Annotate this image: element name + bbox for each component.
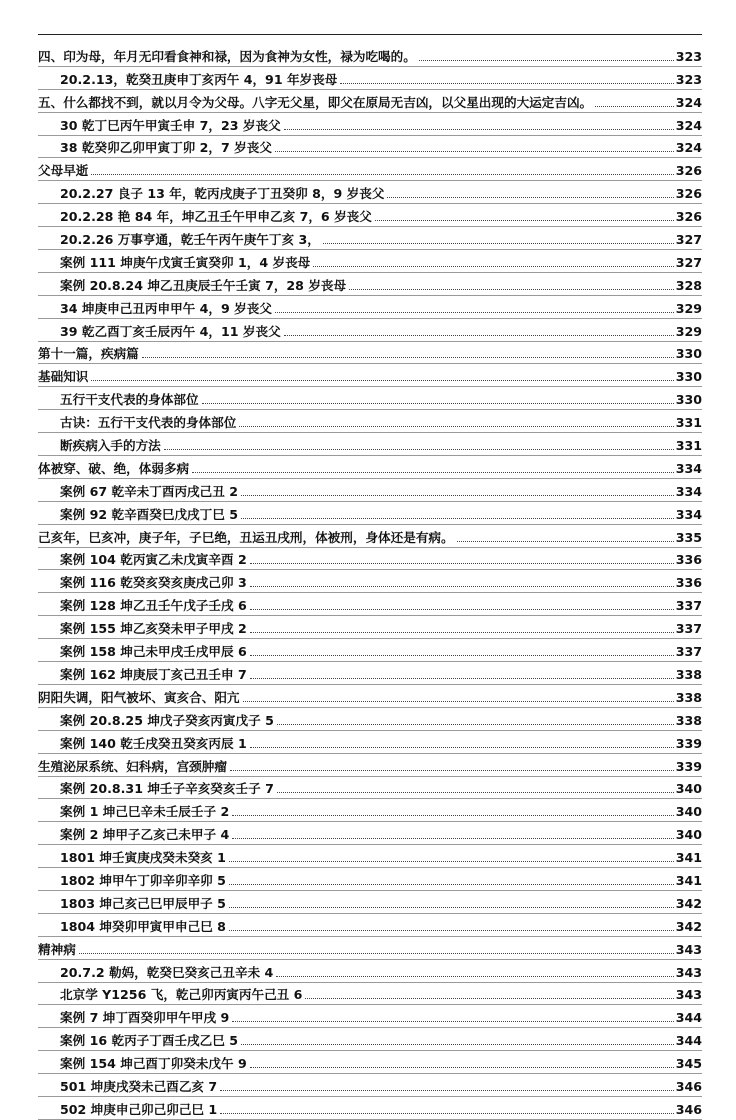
toc-page-number: 342 [675, 918, 702, 934]
toc-dot-leader [91, 380, 673, 381]
toc-page-number: 327 [675, 232, 702, 248]
toc-page-number: 339 [675, 758, 702, 774]
toc-entry-title: 断疾病入手的方法 [60, 439, 161, 454]
toc-entry-title: 案例 92 乾辛酉癸巳戊戌丁巳 5 [60, 507, 238, 522]
toc-dot-leader [229, 861, 674, 862]
toc-dot-leader [275, 151, 674, 152]
toc-subentry[interactable] [38, 960, 702, 983]
toc-dot-leader [241, 1044, 674, 1045]
toc-subentry[interactable] [38, 1028, 702, 1051]
toc-entry-title: 己亥年，巳亥冲，庚子年，子巳绝，丑运丑戌刑，体被刑，身体还是有病。 [38, 530, 454, 545]
toc-dot-leader [284, 129, 674, 130]
toc-subentry[interactable] [38, 639, 702, 662]
toc-dot-leader [419, 60, 674, 61]
toc-dot-leader [595, 106, 674, 107]
toc-dot-leader [232, 1021, 673, 1022]
toc-entry-title: 五行干支代表的身体部位 [60, 393, 199, 408]
toc-entry-title: 30 乾丁巳丙午甲寅壬申 7，23 岁丧父 [60, 118, 281, 133]
toc-dot-leader [305, 998, 673, 999]
toc-entry-title: 1801 坤壬寅庚戌癸未癸亥 1 [60, 851, 226, 866]
toc-dot-leader [202, 403, 674, 404]
toc-page-number: 341 [675, 872, 702, 888]
toc-page-number: 335 [675, 529, 702, 545]
toc-dot-leader [277, 792, 674, 793]
toc-page-number: 340 [675, 781, 702, 797]
toc-entry-title: 案例 20.8.31 坤壬子辛亥癸亥壬子 7 [60, 782, 274, 797]
toc-page-number: 323 [675, 48, 702, 64]
toc-page-number: 343 [675, 941, 702, 957]
toc-entry-title: 1804 坤癸卯甲寅甲申己巳 8 [60, 919, 226, 934]
toc-page-number: 339 [675, 735, 702, 751]
toc-subentry[interactable] [38, 67, 702, 90]
toc-subentry[interactable] [38, 1074, 702, 1097]
table-of-contents [38, 44, 702, 1120]
toc-entry-title: 案例 2 坤甲子乙亥己未甲子 4 [60, 828, 230, 843]
toc-page-number: 338 [675, 666, 702, 682]
toc-subentry[interactable] [38, 593, 702, 616]
toc-section-entry[interactable] [38, 525, 702, 548]
toc-dot-leader [457, 541, 674, 542]
toc-dot-leader [250, 678, 674, 679]
toc-entry-title: 第十一篇，疾病篇 [38, 347, 139, 362]
toc-entry-title: 20.2.26 万事亨通，乾壬午丙午庚午丁亥 3， [60, 233, 320, 248]
toc-entry-title: 1802 坤甲午丁卯辛卯辛卯 5 [60, 873, 226, 888]
toc-entry-title: 四、印为母，年月无印看食神和禄，因为食神为女性，禄为吃喝的。 [38, 49, 416, 64]
toc-entry-title: 案例 104 乾丙寅乙未戊寅辛酉 2 [60, 553, 247, 568]
toc-dot-leader [277, 724, 674, 725]
toc-section-entry[interactable] [38, 456, 702, 479]
toc-subentry[interactable] [38, 914, 702, 937]
toc-dot-leader [349, 289, 674, 290]
toc-dot-leader [250, 655, 674, 656]
toc-page-number: 330 [675, 369, 702, 385]
toc-section-entry[interactable] [38, 158, 702, 181]
toc-entry-title: 生殖泌尿系统、妇科病，宫颈肿瘤 [38, 759, 227, 774]
toc-page-number: 327 [675, 254, 702, 270]
toc-entry-title: 案例 162 坤庚辰丁亥己丑壬申 7 [60, 667, 247, 682]
toc-dot-leader [232, 815, 673, 816]
toc-page-number: 346 [675, 1101, 702, 1117]
toc-dot-leader [239, 426, 673, 427]
toc-dot-leader [241, 518, 674, 519]
toc-section-entry[interactable] [38, 342, 702, 365]
toc-subentry[interactable] [38, 113, 702, 136]
toc-entry-title: 案例 20.8.25 坤戊子癸亥丙寅戊子 5 [60, 713, 274, 728]
toc-entry-title: 案例 7 坤丁酉癸卯甲午甲戌 9 [60, 1011, 230, 1026]
toc-page-number: 334 [675, 460, 702, 476]
toc-subentry[interactable] [38, 250, 702, 273]
toc-dot-leader [250, 586, 674, 587]
toc-dot-leader [192, 472, 674, 473]
toc-dot-leader [250, 563, 674, 564]
toc-subentry[interactable] [38, 410, 702, 433]
toc-dot-leader [375, 220, 674, 221]
toc-subentry[interactable] [38, 777, 702, 800]
toc-dot-leader [243, 701, 674, 702]
toc-page-number: 324 [675, 117, 702, 133]
toc-page-number: 326 [675, 163, 702, 179]
toc-section-entry[interactable] [38, 364, 702, 387]
toc-subentry[interactable] [38, 891, 702, 914]
toc-page-number: 328 [675, 277, 702, 293]
toc-section-entry[interactable] [38, 937, 702, 960]
toc-entry-title: 基础知识 [38, 370, 89, 385]
toc-subentry[interactable] [38, 479, 702, 502]
toc-entry-title: 502 坤庚申己卯己卯己巳 1 [60, 1102, 218, 1117]
toc-entry-title: 案例 128 坤乙丑壬午戊子壬戌 6 [60, 599, 247, 614]
toc-entry-title: 34 坤庚申己丑丙申甲午 4，9 岁丧父 [60, 301, 272, 316]
toc-subentry[interactable] [38, 136, 702, 159]
toc-subentry[interactable] [38, 799, 702, 822]
toc-subentry[interactable] [38, 387, 702, 410]
toc-page-number: 346 [675, 1078, 702, 1094]
toc-dot-leader [79, 953, 674, 954]
toc-dot-leader [276, 976, 673, 977]
toc-page-number: 334 [675, 483, 702, 499]
toc-page-number: 329 [675, 323, 702, 339]
toc-section-entry[interactable] [38, 90, 702, 113]
toc-entry-title: 案例 116 乾癸亥癸亥庚戌己卯 3 [60, 576, 247, 591]
toc-page-number: 337 [675, 598, 702, 614]
toc-section-entry[interactable] [38, 754, 702, 777]
toc-entry-title: 20.7.2 勒妈，乾癸巳癸亥己丑辛未 4 [60, 965, 274, 980]
toc-subentry[interactable] [38, 731, 702, 754]
toc-page-number: 340 [675, 827, 702, 843]
toc-entry-title: 北京学 Y1256 飞，乾己卯丙寅丙午己丑 6 [60, 988, 303, 1003]
toc-page-number: 343 [675, 964, 702, 980]
toc-page-number: 341 [675, 850, 702, 866]
header-rule [38, 34, 702, 35]
toc-subentry[interactable] [38, 204, 702, 227]
toc-dot-leader [250, 1067, 674, 1068]
toc-dot-leader [230, 770, 674, 771]
toc-entry-title: 20.2.28 艳 84 年，坤乙丑壬午甲申乙亥 7，6 岁丧父 [60, 210, 372, 225]
toc-subentry[interactable] [38, 548, 702, 571]
toc-page-number: 343 [675, 987, 702, 1003]
toc-subentry[interactable] [38, 1005, 702, 1028]
toc-page-number: 340 [675, 804, 702, 820]
toc-subentry[interactable] [38, 181, 702, 204]
toc-subentry[interactable] [38, 1051, 702, 1074]
toc-entry-title: 38 乾癸卯乙卯甲寅丁卯 2，7 岁丧父 [60, 141, 272, 156]
toc-page-number: 336 [675, 575, 702, 591]
toc-entry-title: 案例 16 乾丙子丁酉壬戌乙巳 5 [60, 1034, 238, 1049]
toc-page-number: 334 [675, 506, 702, 522]
toc-subentry[interactable] [38, 708, 702, 731]
toc-subentry[interactable] [38, 868, 702, 891]
toc-entry-title: 父母早逝 [38, 164, 89, 179]
toc-page-number: 329 [675, 300, 702, 316]
toc-entry-title: 五、什么都找不到，就以月令为父母。八字无父星，即父在原局无吉凶，以父星出现的大运定吉凶。 [38, 95, 593, 110]
toc-section-entry[interactable] [38, 44, 702, 67]
toc-subentry[interactable] [38, 319, 702, 342]
toc-entry-title: 39 乾乙酉丁亥壬辰丙午 4，11 岁丧父 [60, 324, 281, 339]
toc-page-number: 331 [675, 415, 702, 431]
toc-page-number: 338 [675, 689, 702, 705]
toc-subentry[interactable] [38, 433, 702, 456]
toc-dot-leader [387, 197, 673, 198]
toc-entry-title: 案例 140 乾壬戌癸丑癸亥丙辰 1 [60, 736, 247, 751]
toc-dot-leader [250, 632, 674, 633]
toc-entry-title: 体被穿、破、绝，体弱多病 [38, 461, 190, 476]
toc-dot-leader [323, 243, 674, 244]
toc-dot-leader [284, 335, 674, 336]
toc-entry-title: 案例 1 坤己巳辛未壬辰壬子 2 [60, 805, 230, 820]
toc-page-number: 324 [675, 140, 702, 156]
toc-page-number: 323 [675, 71, 702, 87]
toc-dot-leader [229, 884, 674, 885]
toc-entry-title: 20.2.13，乾癸丑庚申丁亥丙午 4，91 年岁丧母 [60, 72, 338, 87]
toc-subentry[interactable] [38, 570, 702, 593]
toc-entry-title: 案例 158 坤己未甲戌壬戌甲辰 6 [60, 645, 247, 660]
toc-dot-leader [142, 357, 674, 358]
toc-section-entry[interactable] [38, 685, 702, 708]
toc-dot-leader [232, 838, 673, 839]
toc-subentry[interactable] [38, 502, 702, 525]
toc-entry-title: 古诀：五行干支代表的身体部位 [60, 416, 237, 431]
toc-dot-leader [220, 1090, 674, 1091]
toc-entry-title: 精神病 [38, 942, 76, 957]
toc-dot-leader [229, 907, 674, 908]
toc-page-number: 345 [675, 1056, 702, 1072]
toc-dot-leader [340, 83, 673, 84]
toc-page-number: 344 [675, 1033, 702, 1049]
toc-entry-title: 案例 155 坤乙亥癸未甲子甲戌 2 [60, 622, 247, 637]
toc-page-number: 330 [675, 346, 702, 362]
toc-dot-leader [229, 930, 674, 931]
toc-page-number: 337 [675, 644, 702, 660]
toc-subentry[interactable] [38, 845, 702, 868]
toc-entry-title: 案例 67 乾辛未丁酉丙戌己丑 2 [60, 484, 238, 499]
toc-dot-leader [250, 609, 674, 610]
toc-page-number: 330 [675, 392, 702, 408]
toc-dot-leader [91, 174, 673, 175]
toc-page-number: 342 [675, 895, 702, 911]
toc-subentry[interactable] [38, 983, 702, 1006]
toc-page-number: 331 [675, 438, 702, 454]
toc-entry-title: 案例 111 坤庚午戊寅壬寅癸卯 1，4 岁丧母 [60, 255, 311, 270]
toc-dot-leader [313, 266, 673, 267]
toc-subentry[interactable] [38, 1097, 702, 1120]
toc-page-number: 338 [675, 712, 702, 728]
toc-entry-title: 案例 20.8.24 坤乙丑庚辰壬午壬寅 7，28 岁丧母 [60, 278, 347, 293]
toc-subentry[interactable] [38, 273, 702, 296]
toc-page-number: 337 [675, 621, 702, 637]
toc-subentry[interactable] [38, 662, 702, 685]
toc-page-number: 326 [675, 186, 702, 202]
toc-subentry[interactable] [38, 227, 702, 250]
toc-dot-leader [241, 495, 674, 496]
toc-subentry[interactable] [38, 296, 702, 319]
toc-page-number: 324 [675, 94, 702, 110]
toc-entry-title: 20.2.27 良子 13 年，乾丙戌庚子丁丑癸卯 8，9 岁丧父 [60, 187, 385, 202]
toc-page-number: 336 [675, 552, 702, 568]
toc-subentry[interactable] [38, 616, 702, 639]
toc-dot-leader [250, 747, 674, 748]
toc-subentry[interactable] [38, 822, 702, 845]
toc-entry-title: 阴阳失调，阳气被坏、寅亥合、阳亢 [38, 690, 240, 705]
toc-dot-leader [220, 1113, 674, 1114]
toc-entry-title: 1803 坤己亥己巳甲辰甲子 5 [60, 896, 226, 911]
toc-entry-title: 案例 154 坤己酉丁卯癸未戊午 9 [60, 1057, 247, 1072]
toc-dot-leader [164, 449, 674, 450]
toc-entry-title: 501 坤庚戌癸未己酉乙亥 7 [60, 1079, 218, 1094]
toc-page-number: 344 [675, 1010, 702, 1026]
toc-page-number: 326 [675, 209, 702, 225]
toc-dot-leader [275, 312, 674, 313]
